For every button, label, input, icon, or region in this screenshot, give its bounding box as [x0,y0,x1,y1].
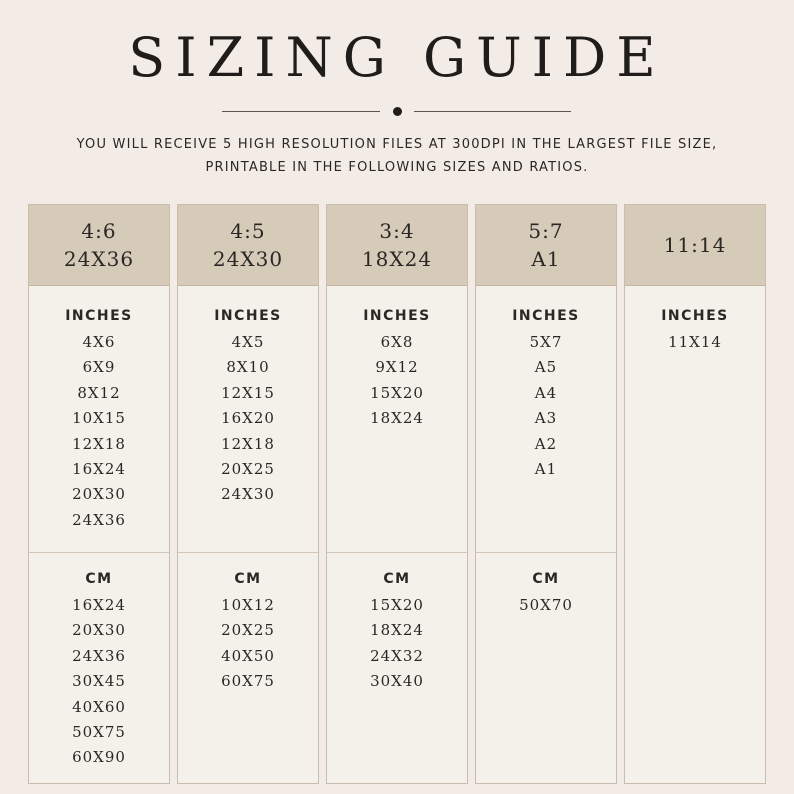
ratio-column [28,204,170,784]
inch-size: 12X18 [72,434,126,453]
cm-size: 50X75 [72,723,126,742]
largest-size-label: A1 [531,247,561,271]
cm-size: 16X24 [72,596,126,614]
inch-size: A2 [534,434,558,453]
ratio-header [625,205,765,286]
ratio-column [177,204,319,784]
ratio-column [326,204,468,784]
ratio-label: 3:4 [379,219,415,243]
largest-size-label: 18X24 [361,247,433,271]
largest-size-label: 24X30 [212,247,284,271]
inch-size: A4 [534,383,558,402]
ratio-header [178,205,318,286]
cm-size: 24X36 [72,646,126,665]
inches-section [625,286,765,553]
cm-section [327,553,467,695]
cm-size: 40X50 [221,646,275,665]
cm-section [178,553,318,695]
cm-size: 60X90 [72,748,126,767]
ratio-label: 11:14 [663,233,727,257]
cm-heading: CM [532,571,560,587]
cm-size: 10X12 [221,596,275,614]
cm-size: 30X40 [370,672,424,691]
cm-size: 50X70 [519,596,573,614]
inch-size: 9X12 [375,358,419,377]
ratio-header [327,205,467,286]
inch-size: 18X24 [370,409,424,428]
ratio-header [29,205,169,286]
inch-size: 15X20 [370,383,424,402]
subtitle-line-2: PRINTABLE IN THE FOLLOWING SIZES AND RATIOS. [205,160,589,175]
inch-size: A3 [534,409,558,428]
inch-size: 8X12 [77,383,121,402]
divider-dot [393,107,402,116]
inch-size: 6X9 [82,358,116,377]
cm-section [29,553,169,771]
cm-section [476,553,616,618]
inches-heading: INCHES [65,308,133,324]
cm-heading: CM [234,571,262,587]
inch-size: A5 [534,358,558,377]
ratio-column [475,204,617,784]
cm-size: 20X25 [221,621,275,640]
ratio-label: 5:7 [528,219,564,243]
inches-section [327,286,467,553]
divider-line-left [222,111,380,112]
page-title: SIZING GUIDE [128,26,666,89]
inch-size: 4X6 [82,333,116,351]
inch-size: 8X10 [226,358,270,377]
inch-size: A1 [534,460,558,479]
ratio-column [624,204,766,784]
inches-heading: INCHES [214,308,282,324]
cm-size: 20X30 [72,621,126,640]
inches-section [29,286,169,553]
inch-size: 20X30 [72,485,126,504]
cm-size: 24X32 [370,646,424,665]
cm-size: 15X20 [370,596,424,614]
cm-size: 30X45 [72,672,126,691]
cm-heading: CM [383,571,411,587]
inch-size: 16X20 [221,409,275,428]
inch-size: 4X5 [231,333,265,351]
inches-heading: INCHES [661,308,729,324]
ratio-header [476,205,616,286]
inch-size: 5X7 [529,333,563,351]
ratio-label: 4:5 [230,219,266,243]
cm-size: 18X24 [370,621,424,640]
inches-section [178,286,318,553]
largest-size-label: 24X36 [63,247,135,271]
inches-heading: INCHES [363,308,431,324]
inches-heading: INCHES [512,308,580,324]
inch-size: 6X8 [380,333,414,351]
ratio-label: 4:6 [81,219,117,243]
cm-size: 60X75 [221,672,275,691]
cm-heading: CM [85,571,113,587]
inch-size: 12X15 [221,383,275,402]
inch-size: 24X36 [72,510,126,529]
inch-size: 24X30 [221,485,275,504]
inch-size: 16X24 [72,460,126,479]
inch-size: 12X18 [221,434,275,453]
inch-size: 10X15 [72,409,126,428]
subtitle-line-1: YOU WILL RECEIVE 5 HIGH RESOLUTION FILES AT 300DPI IN THE LARGEST FILE SIZE, [76,137,718,152]
divider-line-right [414,111,571,112]
inch-size: 20X25 [221,460,275,479]
inch-size: 11X14 [668,333,722,351]
cm-size: 40X60 [72,697,126,716]
inches-section [476,286,616,553]
